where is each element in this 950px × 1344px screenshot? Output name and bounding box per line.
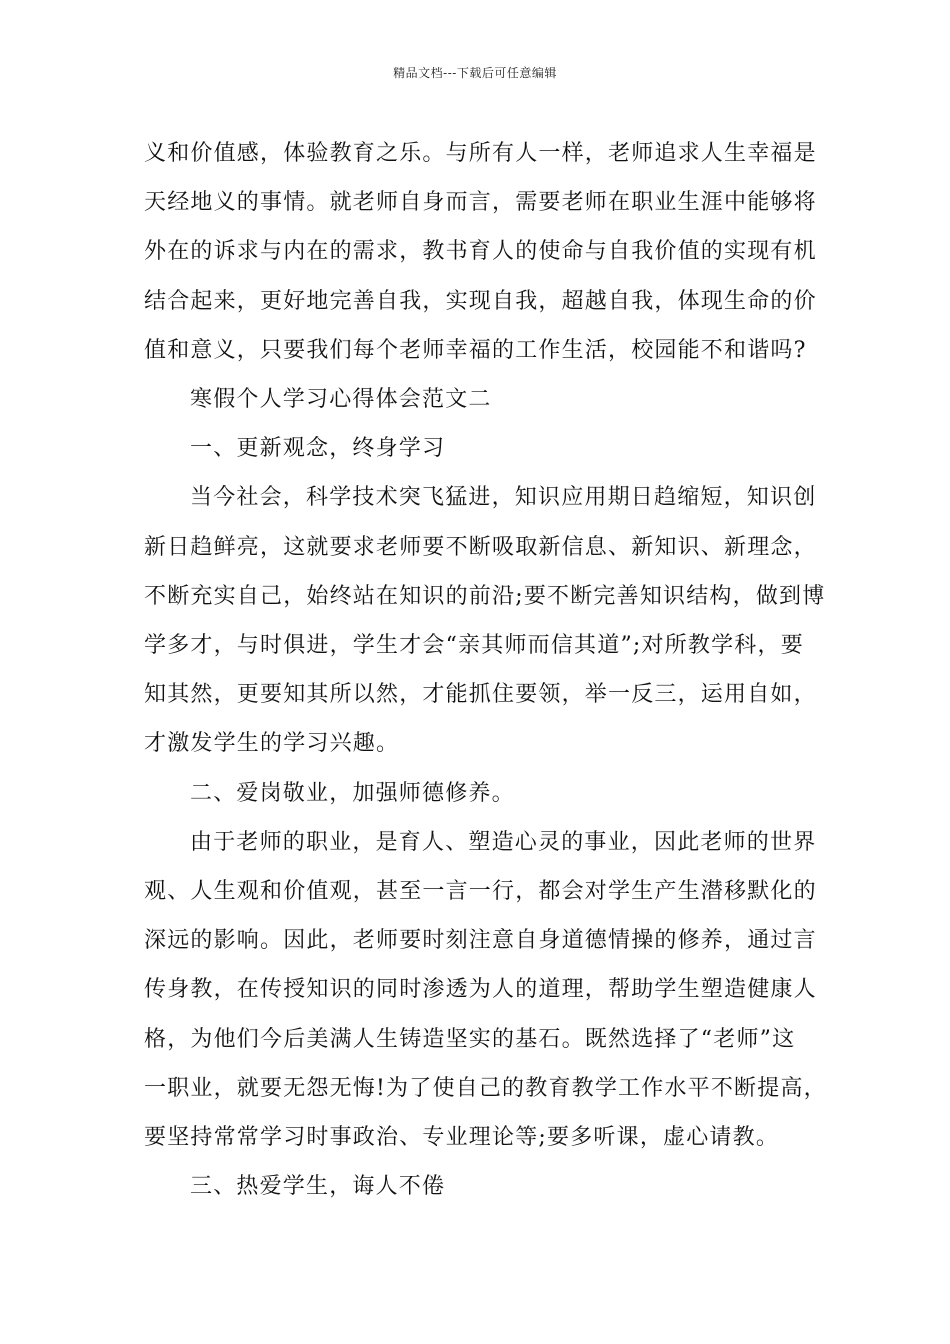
body-line: 传身教，在传授知识的同时渗透为人的道理，帮助学生塑造健康人 (144, 977, 817, 1003)
section-title: 寒假个人学习心得体会范文二 (190, 387, 492, 413)
section-heading: 二、爱岗敬业，加强师德修养。 (190, 780, 515, 806)
body-line: 当今社会，科学技术突飞猛进，知识应用期日趋缩短，知识创 (190, 485, 817, 511)
body-line: 天经地义的事情。就老师自身而言，需要老师在职业生涯中能够将 (144, 190, 817, 216)
body-line: 知其然，更要知其所以然，才能抓住要领，举一反三，运用自如， (144, 682, 817, 708)
body-line: 结合起来，更好地完善自我，实现自我，超越自我，体现生命的价 (144, 288, 817, 314)
body-line: 才激发学生的学习兴趣。 (144, 731, 400, 757)
body-line: 一职业，就要无怨无悔!为了使自己的教育教学工作水平不断提高， (144, 1075, 827, 1101)
body-line: 外在的诉求与内在的需求，教书育人的使命与自我价值的实现有机 (144, 239, 817, 265)
section-heading: 一、更新观念，终身学习 (190, 436, 446, 462)
body-line: 深远的影响。因此，老师要时刻注意自身道德情操的修养，通过言 (144, 928, 817, 954)
section-heading: 三、热爱学生，诲人不倦 (190, 1174, 446, 1200)
body-line: 值和意义，只要我们每个老师幸福的工作生活，校园能不和谐吗? (144, 337, 807, 363)
body-line: 格，为他们今后美满人生铸造坚实的基石。既然选择了“老师”这 (144, 1026, 796, 1052)
body-line: 要坚持常常学习时事政治、专业理论等;要多听课，虚心请教。 (144, 1125, 780, 1151)
body-line: 学多才，与时俱进，学生才会“亲其师而信其道”;对所教学科，要 (144, 633, 804, 659)
body-line: 观、人生观和价值观，甚至一言一行，都会对学生产生潜移默化的 (144, 879, 817, 905)
body-line: 由于老师的职业，是育人、塑造心灵的事业，因此老师的世界 (190, 829, 817, 855)
body-line: 新日趋鲜亮，这就要求老师要不断吸取新信息、新知识、新理念， (144, 534, 817, 560)
document-body (144, 129, 827, 1211)
page-header: 精品文档---下载后可任意编辑 (393, 66, 557, 80)
body-line: 不断充实自己，始终站在知识的前沿;要不断完善知识结构，做到博 (144, 583, 826, 609)
body-line: 义和价值感，体验教育之乐。与所有人一样，老师追求人生幸福是 (144, 141, 817, 166)
